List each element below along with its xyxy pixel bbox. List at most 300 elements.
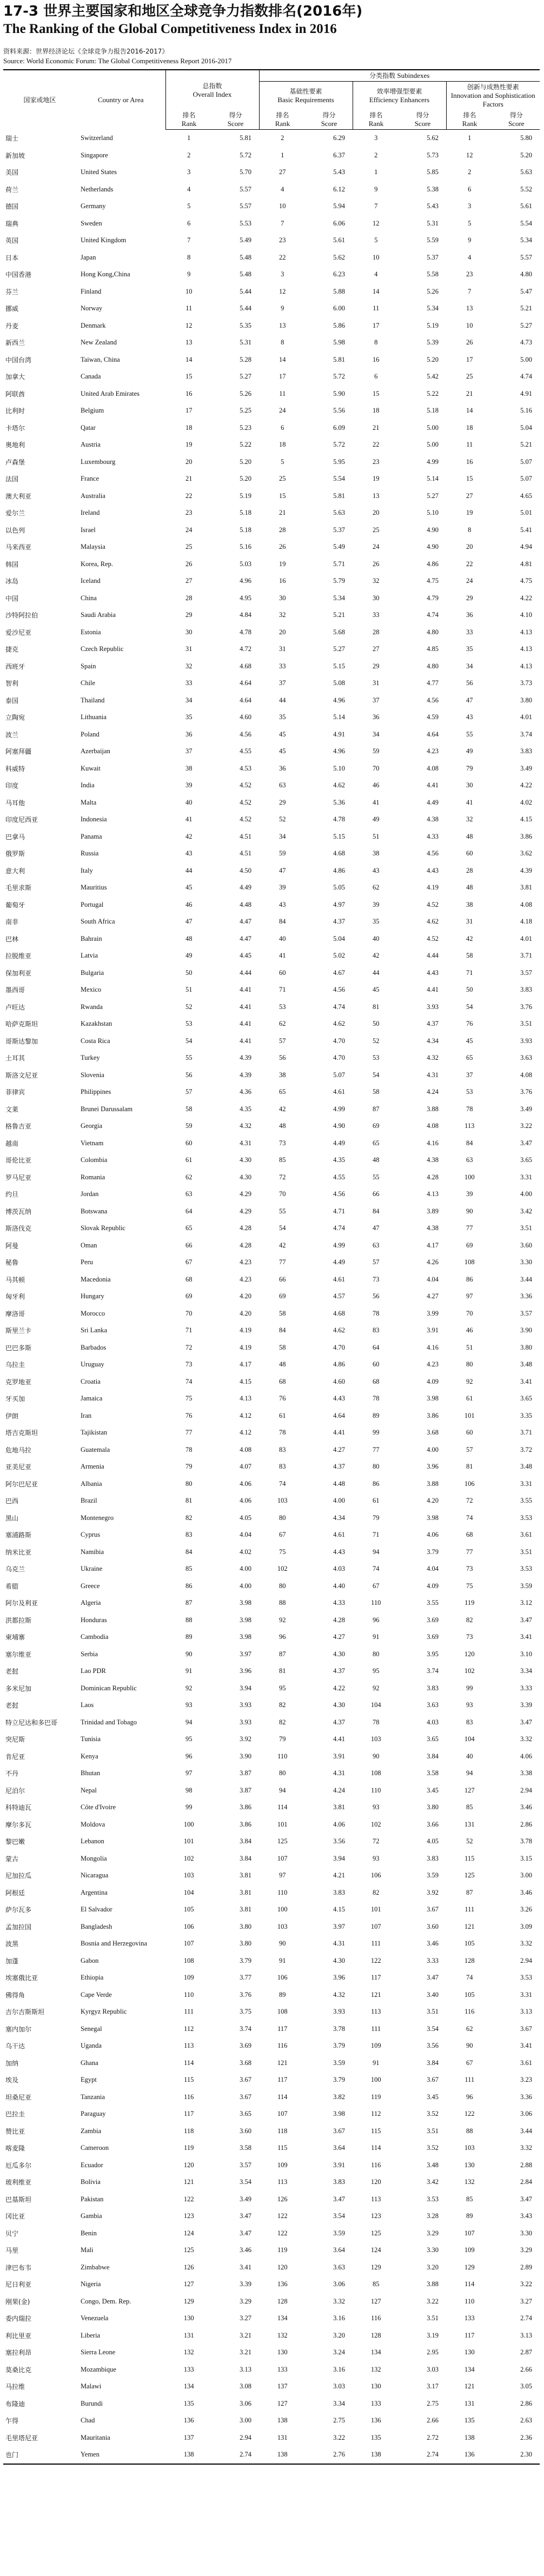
cell-country-cn: 巴巴多斯 (5, 1344, 32, 1352)
cell-country-cn: 科特迪瓦 (5, 1804, 32, 1812)
cell-basic-score: 4.96 (333, 747, 345, 755)
cell-basic-score: 3.16 (333, 2365, 345, 2373)
cell-overall-score: 3.27 (240, 2314, 251, 2322)
cell-efficiency-rank: 110 (371, 1786, 381, 1794)
cell-country-cn: 韩国 (5, 560, 19, 568)
cell-country-cn: 加拿大 (5, 373, 25, 381)
cell-innovation-rank: 38 (466, 900, 473, 908)
cell-country-en: Sweden (81, 219, 102, 227)
cell-country-en: Finland (81, 287, 102, 295)
cell-overall-rank: 1 (187, 134, 191, 142)
table-row (3, 1901, 540, 1918)
cell-efficiency-score: 3.98 (427, 1513, 439, 1522)
cell-basic-rank: 101 (277, 1820, 288, 1828)
cell-overall-rank: 38 (185, 764, 193, 772)
cell-overall-score: 5.57 (240, 185, 251, 193)
cell-overall-rank: 107 (183, 1940, 194, 1948)
cell-overall-rank: 77 (185, 1429, 193, 1437)
cell-innovation-rank: 45 (466, 1037, 473, 1045)
table-row (3, 2344, 540, 2361)
cell-innovation-rank: 18 (466, 423, 473, 431)
cell-innovation-score: 5.52 (520, 185, 533, 193)
cell-basic-rank: 67 (279, 1531, 286, 1539)
cell-basic-score: 3.79 (333, 2042, 345, 2050)
cell-innovation-score: 3.78 (520, 1837, 533, 1845)
cell-country-cn: 加纳 (5, 2059, 19, 2067)
cell-overall-rank: 78 (185, 1445, 193, 1453)
cell-efficiency-score: 2.72 (427, 2433, 439, 2441)
cell-country-en: Macedonia (81, 1275, 111, 1283)
cell-overall-score: 3.21 (240, 2348, 251, 2356)
cell-efficiency-score: 3.03 (427, 2365, 439, 2373)
cell-efficiency-score: 3.79 (427, 1548, 439, 1556)
cell-innovation-score: 4.18 (520, 918, 533, 926)
cell-efficiency-rank: 63 (373, 1241, 380, 1249)
cell-overall-score: 4.45 (240, 952, 251, 960)
cell-country-en: Pakistan (81, 2195, 104, 2203)
cell-overall-rank: 57 (185, 1088, 193, 1096)
table-row (3, 300, 540, 317)
cell-basic-rank: 75 (279, 1548, 286, 1556)
cell-country-en: Zimbabwe (81, 2263, 110, 2271)
cell-innovation-score: 4.01 (520, 713, 533, 721)
header-rank: 排名 Rank (446, 110, 493, 130)
cell-efficiency-rank: 20 (373, 509, 380, 517)
cell-innovation-score: 5.04 (520, 423, 533, 431)
cell-country-cn: 瑞士 (5, 135, 19, 142)
cell-overall-rank: 59 (185, 1122, 193, 1130)
cell-basic-score: 4.74 (333, 1224, 345, 1232)
cell-basic-rank: 82 (279, 1718, 286, 1726)
cell-basic-rank: 66 (279, 1275, 286, 1283)
table-row (3, 1067, 540, 1084)
cell-basic-rank: 81 (279, 1667, 286, 1675)
cell-efficiency-score: 4.37 (427, 1020, 439, 1028)
cell-basic-score: 5.61 (333, 236, 345, 244)
cell-overall-score: 3.84 (240, 1854, 251, 1862)
table-row (3, 2446, 540, 2464)
cell-basic-rank: 15 (279, 492, 286, 500)
cell-innovation-score: 4.22 (520, 781, 533, 789)
table-row (3, 1850, 540, 1868)
header-rank: 排名 Rank (165, 110, 213, 130)
cell-country-cn: 哈萨克斯坦 (5, 1020, 38, 1028)
cell-innovation-score: 5.80 (520, 134, 533, 142)
cell-basic-rank: 60 (279, 968, 286, 977)
header-score: 得分 Score (400, 110, 447, 130)
cell-efficiency-score: 4.64 (427, 730, 439, 738)
cell-overall-rank: 21 (185, 475, 193, 483)
cell-overall-rank: 20 (185, 457, 193, 466)
cell-efficiency-score: 4.75 (427, 577, 439, 585)
cell-basic-rank: 69 (279, 1292, 286, 1300)
cell-country-cn: 泰国 (5, 696, 19, 705)
cell-basic-score: 3.91 (333, 1752, 345, 1760)
cell-country-cn: 澳大利亚 (5, 492, 32, 500)
cell-overall-rank: 33 (185, 679, 193, 687)
cell-efficiency-score: 4.80 (427, 662, 439, 670)
cell-basic-score: 6.06 (333, 219, 345, 227)
cell-overall-rank: 65 (185, 1224, 193, 1232)
cell-innovation-score: 4.13 (520, 628, 533, 636)
cell-efficiency-score: 4.17 (427, 1241, 439, 1249)
cell-innovation-rank: 135 (464, 2416, 475, 2425)
cell-innovation-rank: 107 (464, 2229, 475, 2237)
cell-efficiency-rank: 91 (373, 1633, 380, 1641)
cell-basic-score: 4.97 (333, 900, 345, 908)
cell-efficiency-rank: 36 (373, 713, 380, 721)
cell-innovation-rank: 69 (466, 1241, 473, 1249)
cell-efficiency-score: 3.33 (427, 1956, 439, 1964)
cell-country-cn: 乌干达 (5, 2042, 25, 2050)
cell-efficiency-rank: 113 (371, 2195, 381, 2203)
cell-country-en: Rwanda (81, 1002, 103, 1011)
cell-country-en: Laos (81, 1701, 94, 1709)
cell-overall-score: 4.35 (240, 1105, 251, 1113)
cell-innovation-score: 2.66 (520, 2365, 533, 2373)
cell-efficiency-rank: 21 (373, 423, 380, 431)
cell-overall-score: 4.23 (240, 1258, 251, 1266)
cell-overall-rank: 42 (185, 832, 193, 840)
cell-country-en: Slovenia (81, 1071, 104, 1079)
cell-country-cn: 捷克 (5, 646, 19, 654)
cell-country-en: Ukraine (81, 1565, 103, 1573)
table-row (3, 266, 540, 283)
cell-country-en: Denmark (81, 321, 106, 329)
cell-overall-score: 3.81 (240, 1888, 251, 1896)
cell-innovation-rank: 73 (466, 1565, 473, 1573)
table-row (3, 2157, 540, 2174)
cell-innovation-score: 3.83 (520, 747, 533, 755)
cell-basic-rank: 122 (277, 2229, 288, 2237)
cell-country-cn: 阿联酋 (5, 390, 25, 398)
cell-innovation-rank: 72 (466, 1497, 473, 1505)
cell-country-cn: 玻利维亚 (5, 2179, 32, 2187)
cell-country-en: Chile (81, 679, 96, 687)
cell-basic-score: 4.15 (333, 1906, 345, 1914)
cell-efficiency-score: 5.26 (427, 287, 439, 295)
cell-country-cn: 沙特阿拉伯 (5, 612, 38, 620)
cell-basic-score: 5.95 (333, 457, 345, 466)
cell-country-cn: 秘鲁 (5, 1259, 19, 1267)
table-row (3, 1458, 540, 1476)
cell-efficiency-rank: 135 (370, 2433, 381, 2441)
cell-efficiency-rank: 50 (373, 1020, 380, 1028)
cell-country-en: United Kingdom (81, 236, 127, 244)
table-row (3, 726, 540, 743)
cell-efficiency-rank: 55 (373, 1173, 380, 1181)
cell-innovation-rank: 127 (464, 1786, 475, 1794)
cell-basic-score: 2.76 (306, 2446, 353, 2464)
cell-innovation-rank: 52 (466, 1837, 473, 1845)
cell-basic-rank: 115 (277, 2144, 288, 2152)
cell-efficiency-rank: 57 (373, 1258, 380, 1266)
cell-country-en: Jordan (81, 1190, 99, 1198)
header-country-en: Country or Area (76, 70, 165, 130)
cell-overall-score: 4.19 (240, 1326, 251, 1335)
cell-innovation-rank: 37 (466, 1071, 473, 1079)
cell-overall-score: 4.29 (240, 1207, 251, 1215)
cell-basic-rank: 96 (279, 1633, 286, 1641)
table-header (3, 70, 540, 130)
cell-innovation-score: 3.67 (520, 2024, 533, 2033)
cell-innovation-score: 3.53 (520, 1974, 533, 1982)
cell-efficiency-rank: 106 (370, 1871, 381, 1880)
cell-basic-rank: 39 (279, 884, 286, 892)
table-row (3, 2395, 540, 2413)
cell-country-cn: 英国 (5, 237, 19, 245)
cell-efficiency-score: 3.80 (427, 1803, 439, 1811)
cell-country-cn: 意大利 (5, 867, 25, 875)
cell-country-cn: 多米尼加 (5, 1684, 32, 1692)
cell-country-cn: 洪都拉斯 (5, 1616, 32, 1624)
cell-country-en: Côte d'Ivoire (81, 1803, 116, 1811)
cell-overall-score: 5.53 (240, 219, 251, 227)
table-row (3, 1135, 540, 1152)
cell-country-en: Bangladesh (81, 1922, 112, 1930)
cell-overall-score: 3.08 (240, 2382, 251, 2391)
cell-country-en: Kuwait (81, 764, 101, 772)
cell-overall-score: 3.81 (240, 1871, 251, 1880)
cell-basic-score: 6.00 (333, 304, 345, 313)
cell-country-cn: 伊朗 (5, 1412, 19, 1420)
cell-innovation-score: 3.15 (520, 1854, 533, 1862)
cell-efficiency-score: 3.22 (427, 2297, 439, 2305)
cell-efficiency-score: 4.08 (427, 764, 439, 772)
cell-overall-rank: 17 (185, 407, 193, 415)
cell-innovation-rank: 73 (466, 1633, 473, 1641)
cell-overall-score: 4.52 (240, 781, 251, 789)
cell-efficiency-score: 5.85 (427, 168, 439, 176)
cell-country-en: India (81, 781, 95, 789)
cell-country-cn: 贝宁 (5, 2229, 19, 2238)
cell-basic-score: 4.56 (333, 986, 345, 994)
cell-country-en: Spain (81, 662, 96, 670)
table-row (3, 470, 540, 488)
cell-country-en: Croatia (81, 1377, 101, 1385)
cell-overall-score: 4.41 (240, 1020, 251, 1028)
cell-basic-score: 4.70 (333, 1054, 345, 1062)
cell-overall-score: 5.27 (240, 373, 251, 381)
cell-innovation-score: 2.88 (520, 2161, 533, 2169)
cell-country-en: China (81, 594, 97, 602)
cell-overall-rank: 108 (183, 1956, 194, 1964)
cell-country-en: Lebanon (81, 1837, 104, 1845)
cell-overall-score: 4.48 (240, 900, 251, 908)
cell-efficiency-score: 4.99 (427, 457, 439, 466)
cell-basic-rank: 29 (279, 798, 286, 806)
cell-country-en: Tunisia (81, 1735, 101, 1743)
cell-efficiency-score: 4.28 (427, 1173, 439, 1181)
cell-country-cn: 孟加拉国 (5, 1923, 32, 1931)
cell-country-cn: 爱沙尼亚 (5, 628, 32, 636)
cell-innovation-rank: 29 (466, 594, 473, 602)
cell-basic-score: 5.79 (333, 577, 345, 585)
cell-basic-score: 5.63 (333, 509, 345, 517)
cell-efficiency-rank: 93 (373, 1854, 380, 1862)
cell-basic-rank: 116 (277, 2042, 288, 2050)
table-row (3, 1765, 540, 1782)
cell-efficiency-rank: 56 (373, 1292, 380, 1300)
cell-innovation-score: 5.16 (520, 407, 533, 415)
cell-efficiency-rank: 65 (373, 1139, 380, 1147)
cell-basic-score: 4.99 (333, 1241, 345, 1249)
cell-efficiency-rank: 26 (373, 560, 380, 568)
cell-basic-rank: 80 (279, 1769, 286, 1777)
cell-overall-score: 3.47 (240, 2212, 251, 2220)
cell-overall-rank: 74 (185, 1377, 193, 1385)
cell-innovation-rank: 138 (464, 2433, 475, 2441)
cell-efficiency-rank: 74 (373, 1565, 380, 1573)
cell-country-en: Guatemala (81, 1445, 110, 1453)
cell-overall-score: 5.16 (240, 543, 251, 551)
cell-efficiency-rank: 121 (370, 1990, 381, 1999)
cell-innovation-score: 3.51 (520, 1224, 533, 1232)
cell-efficiency-score: 3.88 (427, 1105, 439, 1113)
table-row (3, 1884, 540, 1902)
cell-innovation-rank: 133 (464, 2314, 475, 2322)
cell-efficiency-rank: 17 (373, 321, 380, 329)
cell-innovation-rank: 53 (466, 1088, 473, 1096)
header-score: 得分 Score (213, 110, 260, 130)
table-row (3, 1918, 540, 1936)
cell-country-cn: 特立尼达和多巴哥 (5, 1718, 58, 1727)
cell-country-cn: 阿尔及利亚 (5, 1599, 38, 1608)
cell-overall-rank: 136 (183, 2416, 194, 2425)
table-row (3, 2055, 540, 2072)
cell-innovation-score: 4.13 (520, 645, 533, 653)
cell-country-en: Vietnam (81, 1139, 104, 1147)
table-row (3, 845, 540, 862)
cell-efficiency-score: 4.27 (427, 1292, 439, 1300)
cell-efficiency-rank: 48 (373, 1156, 380, 1164)
cell-overall-rank: 37 (185, 747, 193, 755)
cell-country-cn: 马拉维 (5, 2383, 25, 2391)
cell-basic-rank: 122 (277, 2212, 288, 2220)
table-row (3, 1663, 540, 1680)
cell-overall-rank: 91 (185, 1667, 193, 1675)
cell-efficiency-score: 3.46 (427, 1940, 439, 1948)
cell-country-en: Bolivia (81, 2178, 101, 2186)
cell-overall-rank: 23 (185, 509, 193, 517)
cell-efficiency-score: 4.09 (427, 1377, 439, 1385)
cell-innovation-rank: 115 (465, 1854, 475, 1862)
cell-basic-score: 4.86 (333, 1360, 345, 1369)
cell-basic-score: 3.59 (333, 2229, 345, 2237)
cell-innovation-rank: 78 (466, 1105, 473, 1113)
cell-overall-score: 4.32 (240, 1122, 251, 1130)
cell-innovation-score: 3.30 (520, 1258, 533, 1266)
cell-innovation-score: 3.80 (520, 696, 533, 704)
cell-country-en: Benin (81, 2229, 97, 2237)
cell-efficiency-score: 5.42 (427, 373, 439, 381)
cell-innovation-rank: 76 (466, 1020, 473, 1028)
table-row (3, 590, 540, 607)
cell-country-en: Malawi (81, 2382, 102, 2391)
cell-country-cn: 蒙古 (5, 1855, 19, 1863)
cell-country-cn: 新加坡 (5, 151, 25, 160)
cell-basic-rank: 80 (279, 1582, 286, 1590)
cell-innovation-score: 3.72 (520, 1445, 533, 1453)
cell-innovation-score: 3.29 (520, 2246, 533, 2254)
cell-efficiency-rank: 9 (374, 185, 378, 193)
cell-country-cn: 波兰 (5, 731, 19, 739)
cell-efficiency-score: 3.98 (427, 1395, 439, 1403)
cell-innovation-score: 5.57 (520, 253, 533, 261)
cell-overall-score: 4.00 (240, 1565, 251, 1573)
table-row (3, 1288, 540, 1305)
cell-overall-score: 3.68 (240, 2059, 251, 2067)
cell-basic-score: 5.86 (333, 321, 345, 329)
cell-basic-score: 4.31 (333, 1940, 345, 1948)
cell-overall-rank: 81 (185, 1497, 193, 1505)
cell-country-cn: 老挝 (5, 1668, 19, 1676)
cell-basic-rank: 41 (279, 952, 286, 960)
cell-overall-score: 4.06 (240, 1479, 251, 1488)
cell-basic-score: 5.94 (333, 202, 345, 210)
cell-overall-score: 3.79 (240, 1956, 251, 1964)
cell-overall-rank: 72 (185, 1343, 193, 1351)
cell-basic-rank: 85 (279, 1156, 286, 1164)
cell-efficiency-score: 4.44 (427, 952, 439, 960)
cell-innovation-rank: 103 (464, 2144, 475, 2152)
cell-innovation-rank: 130 (464, 2348, 475, 2356)
cell-basic-score: 3.78 (333, 2024, 345, 2033)
cell-overall-score: 4.41 (240, 986, 251, 994)
cell-innovation-rank: 121 (464, 1922, 475, 1930)
cell-innovation-rank: 25 (466, 373, 473, 381)
cell-efficiency-score: 4.16 (427, 1139, 439, 1147)
cell-country-cn: 加蓬 (5, 1957, 19, 1965)
cell-basic-rank: 91 (279, 1956, 286, 1964)
table-body (3, 130, 540, 2464)
cell-basic-score: 3.56 (333, 1837, 345, 1845)
cell-basic-score: 4.35 (333, 1156, 345, 1164)
cell-basic-rank: 4 (281, 185, 284, 193)
cell-overall-score: 3.06 (240, 2399, 251, 2407)
cell-basic-score: 3.22 (333, 2433, 345, 2441)
cell-innovation-score: 3.55 (520, 1497, 533, 1505)
cell-overall-score: 4.51 (240, 832, 251, 840)
cell-efficiency-score: 4.56 (427, 849, 439, 858)
cell-country-cn: 拉脱维亚 (5, 952, 32, 960)
table-row (3, 1033, 540, 1050)
cell-efficiency-score: 5.22 (427, 389, 439, 397)
cell-basic-score: 4.27 (333, 1633, 345, 1641)
cell-overall-rank: 35 (185, 713, 193, 721)
table-row (3, 130, 540, 147)
cell-overall-score: 5.03 (240, 560, 251, 568)
cell-overall-score: 3.13 (240, 2365, 251, 2373)
cell-basic-score: 4.68 (333, 1309, 345, 1317)
cell-overall-score: 4.00 (240, 1582, 251, 1590)
cell-efficiency-score: 3.83 (427, 1854, 439, 1862)
cell-innovation-rank: 60 (466, 849, 473, 858)
cell-efficiency-rank: 6 (374, 373, 378, 381)
cell-overall-rank: 45 (185, 884, 193, 892)
table-row (3, 1987, 540, 2004)
cell-efficiency-rank: 61 (373, 1497, 380, 1505)
cell-efficiency-rank: 7 (374, 202, 378, 210)
cell-efficiency-score: 3.67 (427, 1906, 439, 1914)
cell-basic-score: 4.68 (333, 849, 345, 858)
cell-basic-rank: 131 (277, 2433, 288, 2441)
cell-efficiency-rank: 18 (373, 407, 380, 415)
cell-innovation-rank: 111 (465, 2076, 475, 2084)
cell-innovation-rank: 5 (468, 219, 472, 227)
cell-efficiency-score: 3.52 (427, 2110, 439, 2118)
cell-innovation-score: 3.43 (520, 2212, 533, 2220)
